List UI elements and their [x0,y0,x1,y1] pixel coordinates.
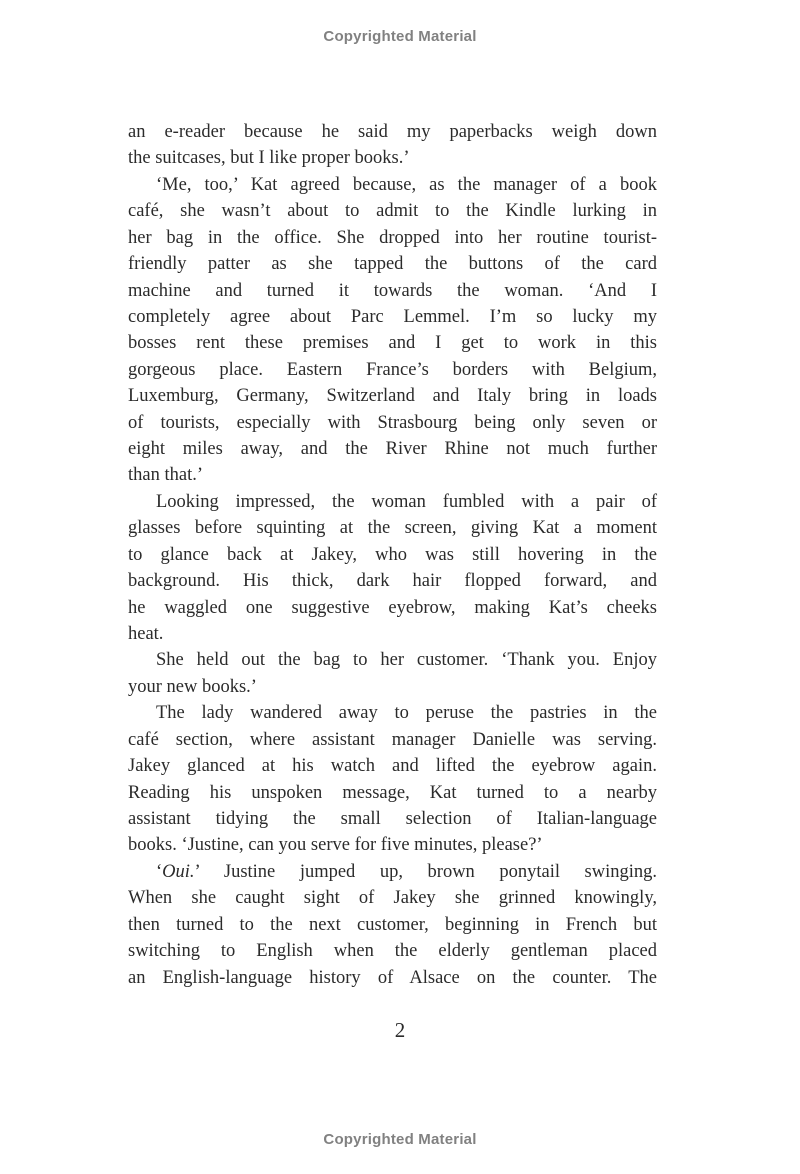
text-line: her bag in the office. She dropped into her routine tourist- [128,227,657,248]
text-line: machine and turned it towards the woman. ‘And I [128,280,657,301]
page-number: 2 [394,1018,406,1042]
text-line: The lady wandered away to peruse the pastries in the [156,703,657,724]
plain-text: ‘ [156,861,163,882]
text-line: then turned to the next customer, beginning in French but [128,914,657,935]
text-line [128,859,657,885]
paragraph [128,647,657,700]
paragraph [128,172,657,489]
copyright-notice-bottom: Copyrighted Material [323,1131,477,1148]
text-line: completely agree about Parc Lemmel. I’m so lucky my [128,306,657,327]
text-line: an e-reader because he said my paperbacks weigh down [128,122,657,142]
text-line: glasses before squinting at the screen, giving Kat a moment [128,518,657,539]
text-line: Luxemburg, Germany, Switzerland and Italy bring in loads [128,386,657,407]
text-line: to glance back at Jakey, who was still hovering in the [128,544,657,565]
text-line: your new books.’ [128,676,257,697]
text-line: background. His thick, dark hair flopped forward, and [128,571,657,592]
text-line: he waggled one suggestive eyebrow, making Kat’s cheeks [128,597,657,618]
paragraph [128,119,657,172]
text-line: switching to English when the elderly gentleman placed [128,941,657,962]
paragraph [128,700,657,859]
text-line: Looking impressed, the woman fumbled with a pair of [156,491,657,512]
text-line: ‘Me, too,’ Kat agreed because, as the manager of a book [156,174,657,195]
italic-text: Oui. [162,861,195,882]
text-line: café section, where assistant manager Danielle was serving. [128,729,657,750]
text-line: of tourists, especially with Strasbourg being only seven or [128,412,657,433]
paragraph [128,859,657,991]
copyright-notice-top: Copyrighted Material [323,28,477,45]
text-line: an English-language history of Alsace on the counter. The [128,967,657,988]
text-line: Reading his unspoken message, Kat turned to a nearby [128,782,657,803]
text-line: friendly patter as she tapped the buttons of the card [128,254,657,275]
text-line: books. ‘Justine, can you serve for five minutes, please?’ [128,835,543,856]
text-line: assistant tidying the small selection of Italian-language [128,808,657,829]
text-line: bosses rent these premises and I get to work in this [128,333,657,354]
text-line: than that.’ [128,465,204,486]
text-line: the suitcases, but I like proper books.’ [128,148,410,169]
text-line: café, she wasn’t about to admit to the Kindle lurking in [128,201,657,222]
text-line: Jakey glanced at his watch and lifted the eyebrow again. [128,756,657,777]
text-line: eight miles away, and the River Rhine not much further [128,439,657,460]
text-line: She held out the bag to her customer. ‘Thank you. Enjoy [156,650,657,671]
text-line: gorgeous place. Eastern France’s borders with Belgium, [128,359,657,380]
plain-text: ’ Justine jumped up, brown ponytail swinging. [194,861,657,882]
text-line: heat. [128,624,164,645]
paragraph [128,489,657,648]
book-text [128,119,657,991]
text-line: When she caught sight of Jakey she grinned knowingly, [128,888,657,909]
